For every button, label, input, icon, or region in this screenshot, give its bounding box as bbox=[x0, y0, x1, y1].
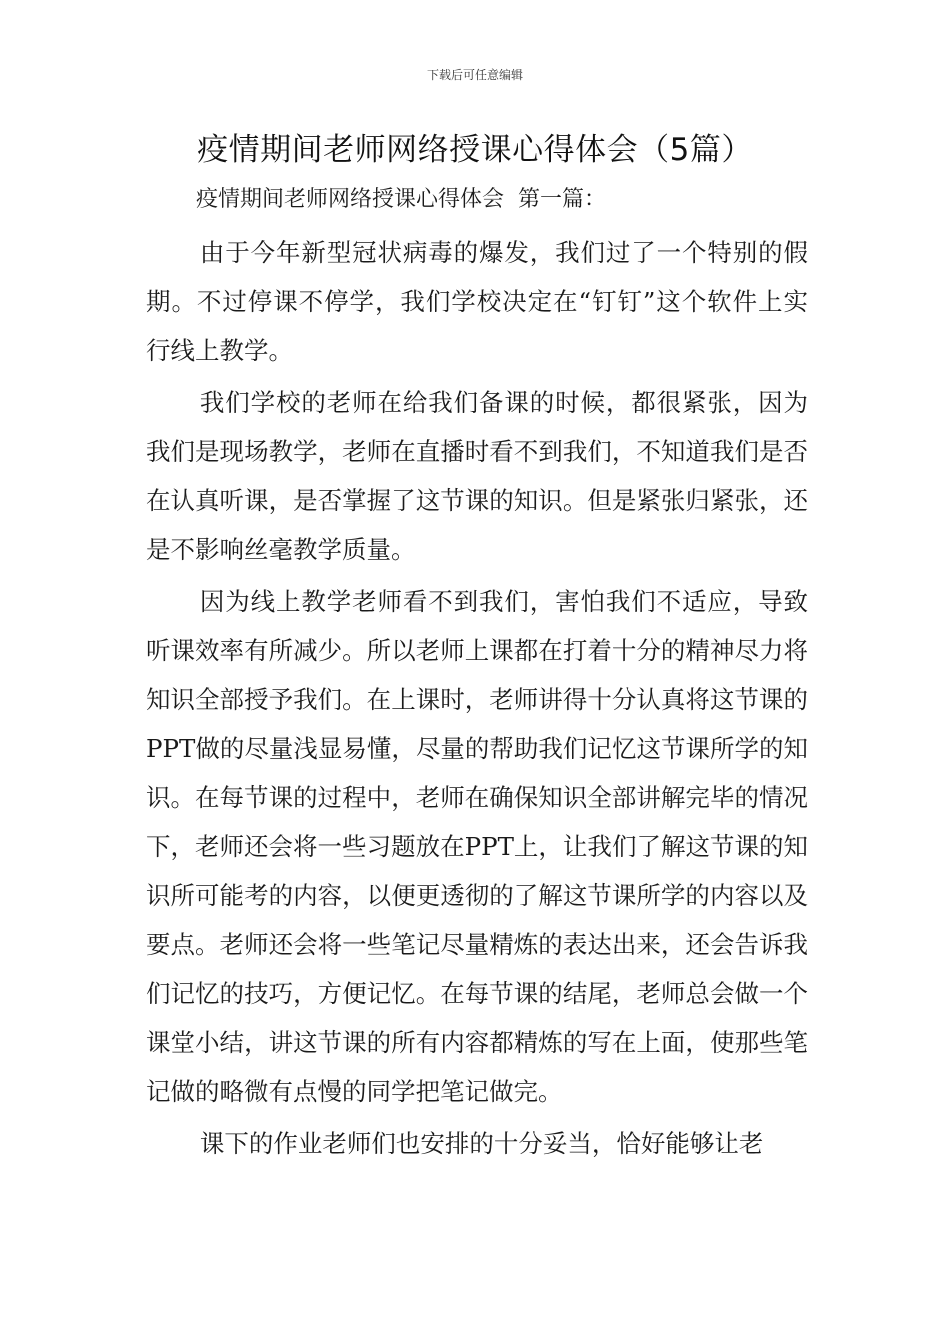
body-paragraph: 由于今年新型冠状病毒的爆发，我们过了一个特别的假期。不过停课不停学，我们学校决定在“钉钉”这个软件上实行线上教学。 bbox=[146, 238, 808, 365]
body-paragraph: 我们学校的老师在给我们备课的时候，都很紧张，因为我们是现场教学，老师在直播时看不到我们，不知道我们是否在认真听课，是否掌握了这节课的知识。但是紧张归紧张，还是不影响丝毫教学质量。 bbox=[146, 388, 808, 564]
body-paragraph: 因为线上教学老师看不到我们，害怕我们不适应，导致听课效率有所减少。所以老师上课都在打着十分的精神尽力将知识全部授予我们。在上课时，老师讲得十分认真将这节课的PPT做的尽量浅显易懂，尽量的帮助我们记忆这节课所学的知识。在每节课的过程中，老师在确保知识全部讲解完毕的情况下，老师还会将一些习题放在PPT上，让我们了解这节课的知识所可能考的内容，以便更透彻的了解这节课所学的内容以及要点。老师还会将一些笔记尽量精炼的表达出来，还会告诉我们记忆的技巧，方便记忆。在每节课的结尾，老师总会做一个课堂小结，讲这节课的所有内容都精炼的写在上面，使那些笔记做的略微有点慢的同学把笔记做完。 bbox=[146, 587, 808, 1106]
document-body bbox=[146, 228, 808, 1171]
document-title: 疫情期间老师网络授课心得体会（5篇） bbox=[197, 132, 753, 168]
section-subtitle: 疫情期间老师网络授课心得体会 第一篇： bbox=[196, 187, 606, 212]
body-paragraph: 课下的作业老师们也安排的十分妥当，恰好能够让老 bbox=[199, 1129, 764, 1158]
page-header: 下载后可任意编辑 bbox=[426, 68, 523, 82]
